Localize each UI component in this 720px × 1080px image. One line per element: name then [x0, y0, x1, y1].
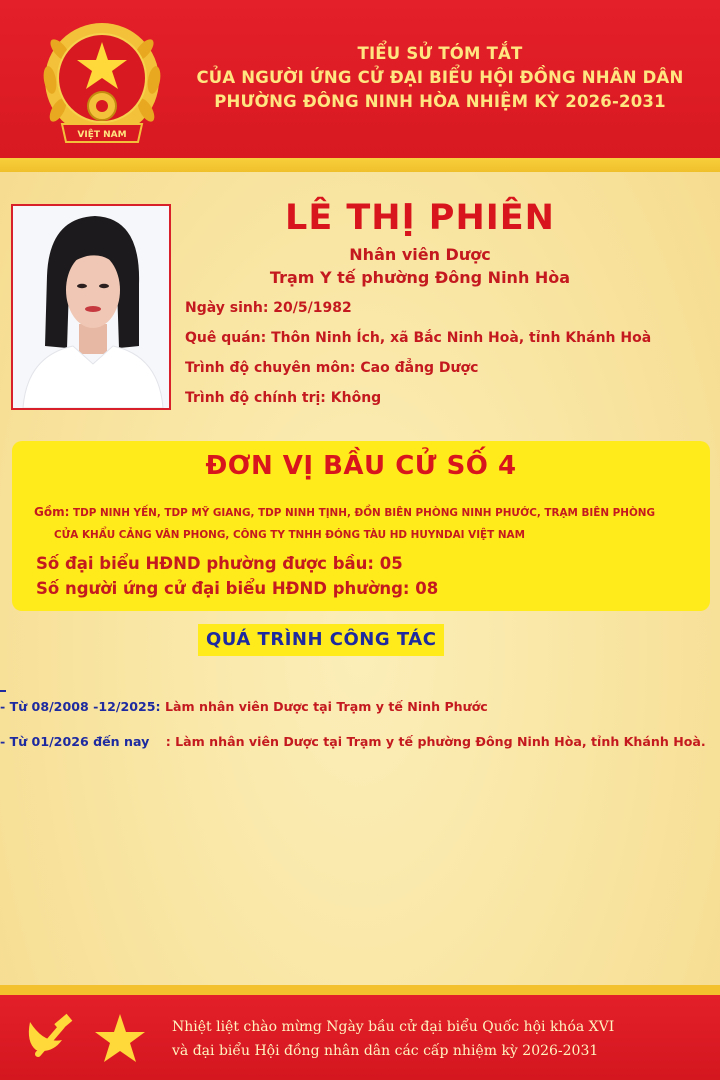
- birth-value: 20/5/1982: [273, 300, 352, 316]
- career-desc: : Làm nhân viên Dược tại Trạm y tế phường Đông Ninh Hòa, tỉnh Khánh Hoà.: [165, 734, 706, 749]
- politics-value: Không: [330, 390, 382, 406]
- hammer-sickle-flag-icon: [22, 1010, 76, 1066]
- footer-message: [172, 1015, 712, 1063]
- unit-members: [34, 501, 704, 546]
- career-period: - Từ 08/2008 -12/2025:: [0, 699, 161, 714]
- birth-label: Ngày sinh:: [185, 300, 269, 316]
- delegates-label: Số đại biểu HĐND phường được bầu:: [36, 554, 374, 573]
- emblem-text: VIỆT NAM: [77, 130, 127, 140]
- portrait-image: [13, 206, 169, 408]
- hometown-label: Quê quán:: [185, 330, 267, 346]
- education-label: Trình độ chuyên môn:: [185, 360, 356, 376]
- footer-line-1: Nhiệt liệt chào mừng Ngày bầu cử đại biểu Quốc hội khóa XVI: [172, 1019, 615, 1035]
- candidate-workplace: Trạm Y tế phường Đông Ninh Hòa: [269, 268, 571, 287]
- national-emblem-icon: [38, 20, 166, 150]
- politics-row: [185, 390, 381, 406]
- members-text-1: TDP NINH YẾN, TDP MỸ GIANG, TDP NINH TỊNH, ĐỒN BIÊN PHÒNG NINH PHƯỚC, TRẠM BIÊN PHÒNG: [73, 507, 656, 519]
- candidates-value: 08: [415, 579, 439, 598]
- unit-members-line-2: CỬA KHẨU CẢNG VÂN PHONG, CÔNG TY TNHH ĐÓNG TÀU HD HUYNDAI VIỆT NAM: [54, 529, 525, 541]
- career-item: [0, 734, 706, 749]
- candidates-label: Số người ứng cử đại biểu HĐND phường:: [36, 579, 410, 598]
- star-flag-icon: [92, 1010, 148, 1066]
- unit-title: ĐƠN VỊ BẦU CỬ SỐ 4: [205, 451, 517, 481]
- footer-line-2: và đại biểu Hội đồng nhân dân các cấp nhiệm kỳ 2026-2031: [172, 1043, 599, 1059]
- delegates-row: [36, 554, 403, 573]
- candidate-photo: [11, 204, 171, 410]
- career-period: - Từ 01/2026 đến nay: [0, 734, 150, 749]
- delegates-value: 05: [379, 554, 403, 573]
- career-item: [0, 699, 488, 714]
- birth-row: [185, 300, 352, 316]
- members-label: Gồm:: [34, 505, 70, 519]
- candidate-title: Nhân viên Dược: [349, 245, 491, 264]
- electoral-unit-box: [12, 441, 710, 611]
- career-heading: QUÁ TRÌNH CÔNG TÁC: [198, 624, 444, 656]
- footer-gold-band: [0, 985, 720, 995]
- header-gold-band: [0, 158, 720, 172]
- header-line-1: TIỂU SỬ TÓM TẮT: [357, 44, 523, 63]
- header-line-2: CỦA NGƯỜI ỨNG CỬ ĐẠI BIỂU HỘI ĐỒNG NHÂN DÂN: [196, 68, 684, 87]
- career-divider-mark: [0, 690, 6, 692]
- candidates-row: [36, 579, 438, 598]
- education-row: [185, 360, 478, 376]
- career-desc: Làm nhân viên Dược tại Trạm y tế Ninh Phước: [164, 699, 488, 714]
- candidate-name: LÊ THỊ PHIÊN: [285, 198, 555, 238]
- hometown-value: Thôn Ninh Ích, xã Bắc Ninh Hoà, tỉnh Khánh Hoà: [271, 330, 652, 346]
- header-line-3: PHƯỜNG ĐÔNG NINH HÒA NHIỆM KỲ 2026-2031: [214, 92, 666, 111]
- header-title: [180, 42, 700, 114]
- education-value: Cao đẳng Dược: [360, 360, 479, 376]
- unit-members-line-1: [34, 501, 704, 524]
- politics-label: Trình độ chính trị:: [185, 390, 326, 406]
- hometown-row: [185, 330, 651, 346]
